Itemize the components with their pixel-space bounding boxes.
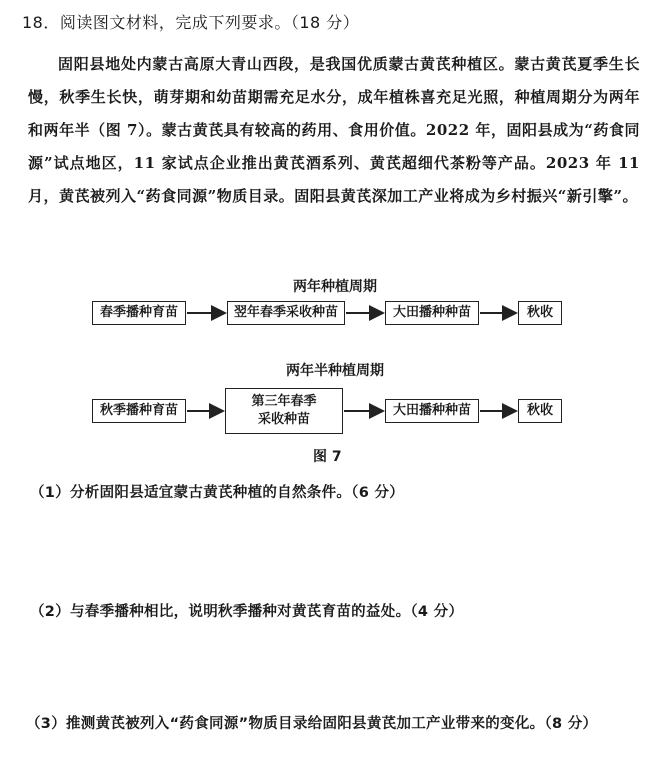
two-year-step-2: 翌年春季采收种苗 xyxy=(227,301,345,325)
figure-caption: 图 7 xyxy=(313,449,342,465)
two-year-step-3: 大田播种种苗 xyxy=(385,301,479,325)
two-half-year-step-2: 第三年春季采收种苗 xyxy=(225,388,343,434)
two-half-year-cycle-title: 两年半种植周期 xyxy=(286,363,384,379)
two-half-year-step-4: 秋收 xyxy=(518,399,562,423)
two-year-step-1: 春季播种育苗 xyxy=(92,301,186,325)
sub-question-1: （1）分析固阳县适宜蒙古黄芪种植的自然条件。（6 分） xyxy=(30,485,405,501)
two-half-year-step-3: 大田播种种苗 xyxy=(385,399,479,423)
question-title: 18．阅读图文材料，完成下列要求。（18 分） xyxy=(22,13,360,32)
two-half-year-step-1: 秋季播种育苗 xyxy=(92,399,186,423)
two-year-cycle-title: 两年种植周期 xyxy=(293,279,377,295)
question-passage: 固阳县地处内蒙古高原大青山西段，是我国优质蒙古黄芪种植区。蒙古黄芪夏季生长慢，秋季生长快，萌芽期和幼苗期需充足水分，成年植株喜充足光照，种植周期分为两年和两年半（图 7）。蒙古黄芪具有较高的药用、食用价值。2022 年，固阳县成为“药食同源”试点地区，11 家试点企业推出黄芪酒系列、黄芪超细代茶粉等产品。2023 年 11 月，黄芪被列入“药食同源”物质目录。固阳县黄芪深加工产业将成为乡村振兴“新引擎”。 xyxy=(28,55,640,205)
sub-question-3: （3）推测黄芪被列入“药食同源”物质目录给固阳县黄芪加工产业带来的变化。（8 分） xyxy=(26,716,598,732)
two-year-step-4: 秋收 xyxy=(518,301,562,325)
sub-question-2: （2）与春季播种相比，说明秋季播种对黄芪育苗的益处。（4 分） xyxy=(30,604,464,620)
